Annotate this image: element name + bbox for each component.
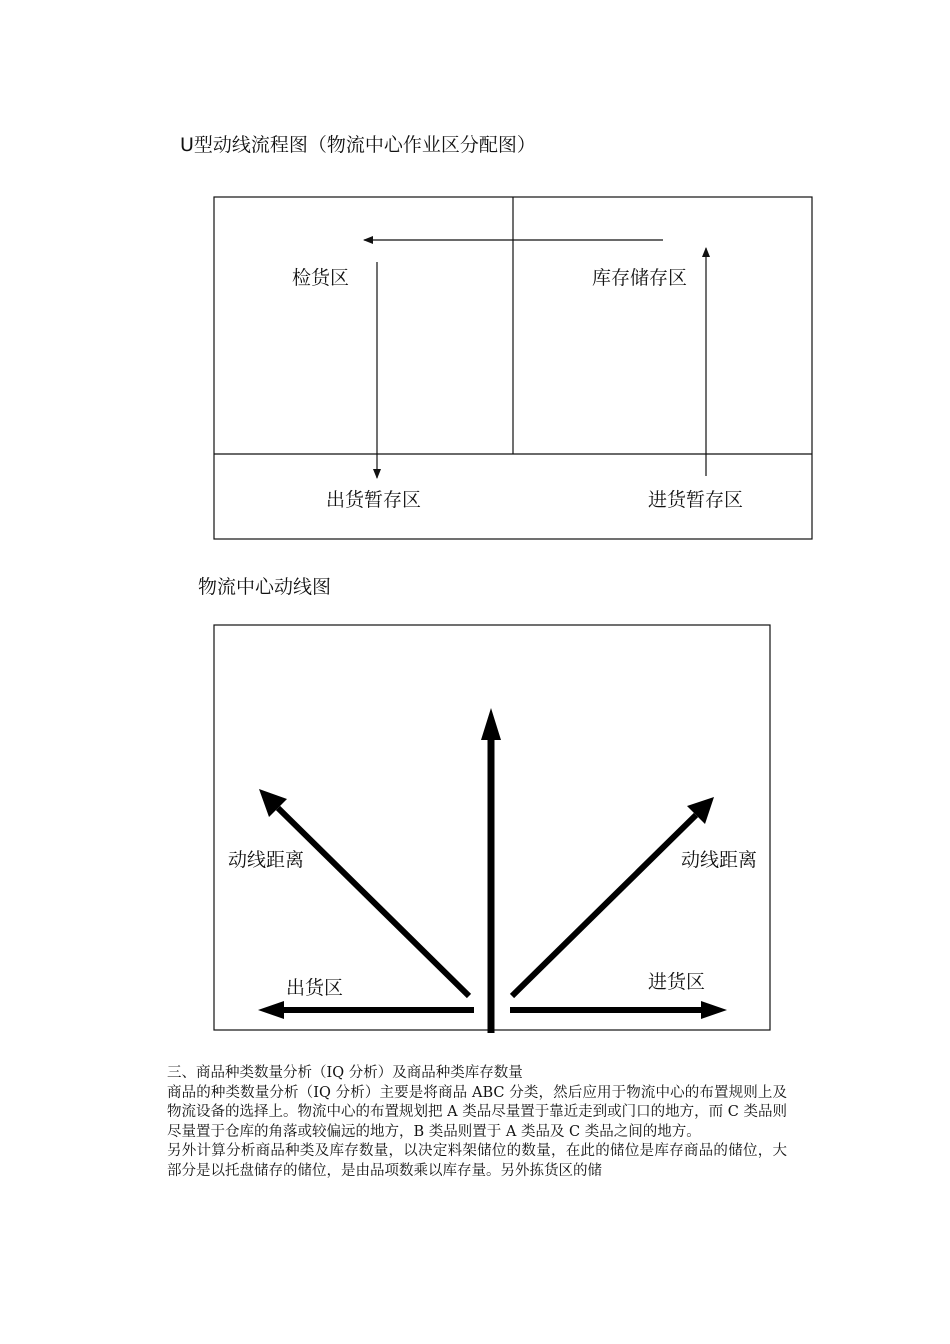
zone-label-inbound-staging: 进货暂存区 <box>648 489 744 511</box>
label-inbound-area: 进货区 <box>648 971 706 993</box>
section-paragraph-2: 另外计算分析商品种类及库存数量，以决定料架储位的数量，在此的储位是库存商品的储位，大部分是以托盘储存的储位，是由品项数乘以库存量。另外拣货区的储 <box>167 1143 787 1179</box>
arrow-center-head <box>481 708 501 740</box>
section-paragraph-1: 商品的种类数量分析（IQ 分析）主要是将商品 ABC 分类，然后应用于物流中心的布置规则上及物流设备的选择上。物流中心的布置规划把 A 类品尽量置于靠近走到或门口的地方，而 C 类品则尽量置于仓库的角落或较偏远的地方，B 类品则置于 A 类品及 C 类品之间的地方。 <box>167 1084 787 1140</box>
arrow-upper-left-shaft <box>278 808 469 996</box>
arrow-upper-right-shaft <box>512 815 696 996</box>
zone-label-storage: 库存储存区 <box>592 267 688 289</box>
label-flow-distance-left: 动线距离 <box>228 849 305 871</box>
arrow-left-head <box>258 1001 284 1019</box>
flow-distance-diagram-title: 物流中心动线图 <box>198 576 332 598</box>
label-outbound-area: 出货区 <box>286 977 344 999</box>
iq-analysis-section <box>167 1064 787 1181</box>
label-flow-distance-right: 动线距离 <box>681 849 758 871</box>
section-heading: 三、商品种类数量分析（IQ 分析）及商品种类库存数量 <box>167 1065 523 1081</box>
zone-label-inspection: 检货区 <box>292 267 350 289</box>
u-flow-diagram-title: U型动线流程图（物流中心作业区分配图） <box>180 134 536 156</box>
zone-label-outbound-staging: 出货暂存区 <box>326 489 422 511</box>
arrow-right-head <box>701 1001 727 1019</box>
